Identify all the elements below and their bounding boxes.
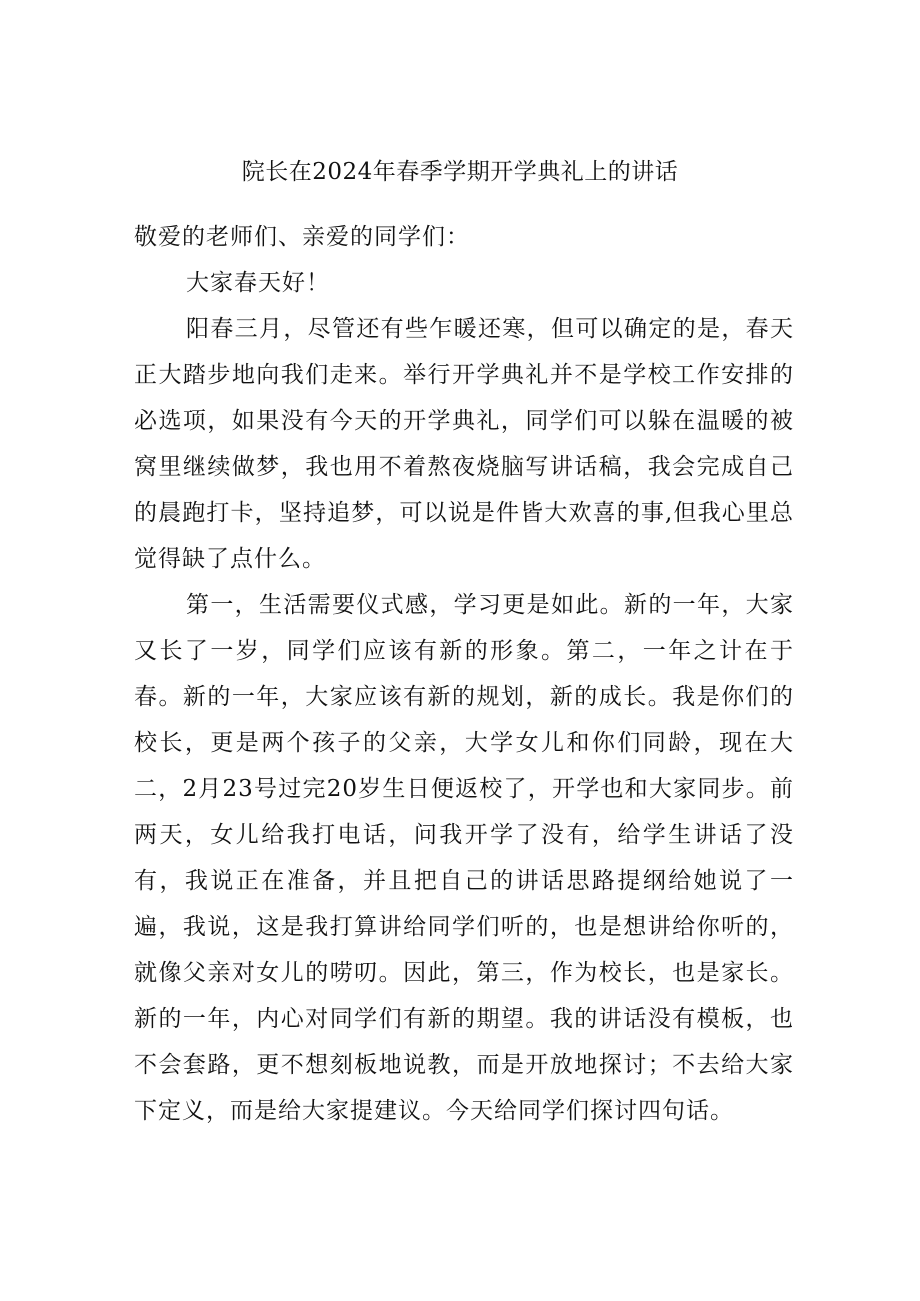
paragraph-2: 第一，生活需要仪式感，学习更是如此。新的一年，大家又长了一岁，同学们应该有新的形象。第二，一年之计在于春。新的一年，大家应该有新的规划，新的成长。我是你们的校长，更是两个孩子的父亲，大学女儿和你们同龄，现在大二，2月23号过完20岁生日便返校了，开学也和大家同步。前两天，女儿给我打电话，问我开学了没有，给学生讲话了没有，我说正在准备，并且把自己的讲话思路提纲给她说了一遍，我说，这是我打算讲给同学们听的，也是想讲给你听的，就像父亲对女儿的唠叨。因此，第三，作为校长，也是家长。新的一年，内心对同学们有新的期望。我的讲话没有模板，也不会套路，更不想刻板地说教，而是开放地探讨；不去给大家下定义，而是给大家提建议。今天给同学们探讨四句话。 (134, 592, 794, 1124)
document-body (134, 214, 794, 1134)
document-title: 院长在2024年春季学期开学典礼上的讲话 (241, 159, 679, 185)
salutation: 敬爱的老师们、亲爱的同学们： (134, 224, 470, 250)
greeting: 大家春天好！ (186, 270, 330, 296)
paragraph-1: 阳春三月，尽管还有些乍暖还寒，但可以确定的是，春天正大踏步地向我们走来。举行开学典礼并不是学校工作安排的必选项，如果没有今天的开学典礼，同学们可以躲在温暖的被窝里继续做梦，我也用不着熬夜烧脑写讲话稿，我会完成自己的晨跑打卡，坚持追梦，可以说是件皆大欢喜的事,但我心里总觉得缺了点什么。 (134, 316, 794, 572)
